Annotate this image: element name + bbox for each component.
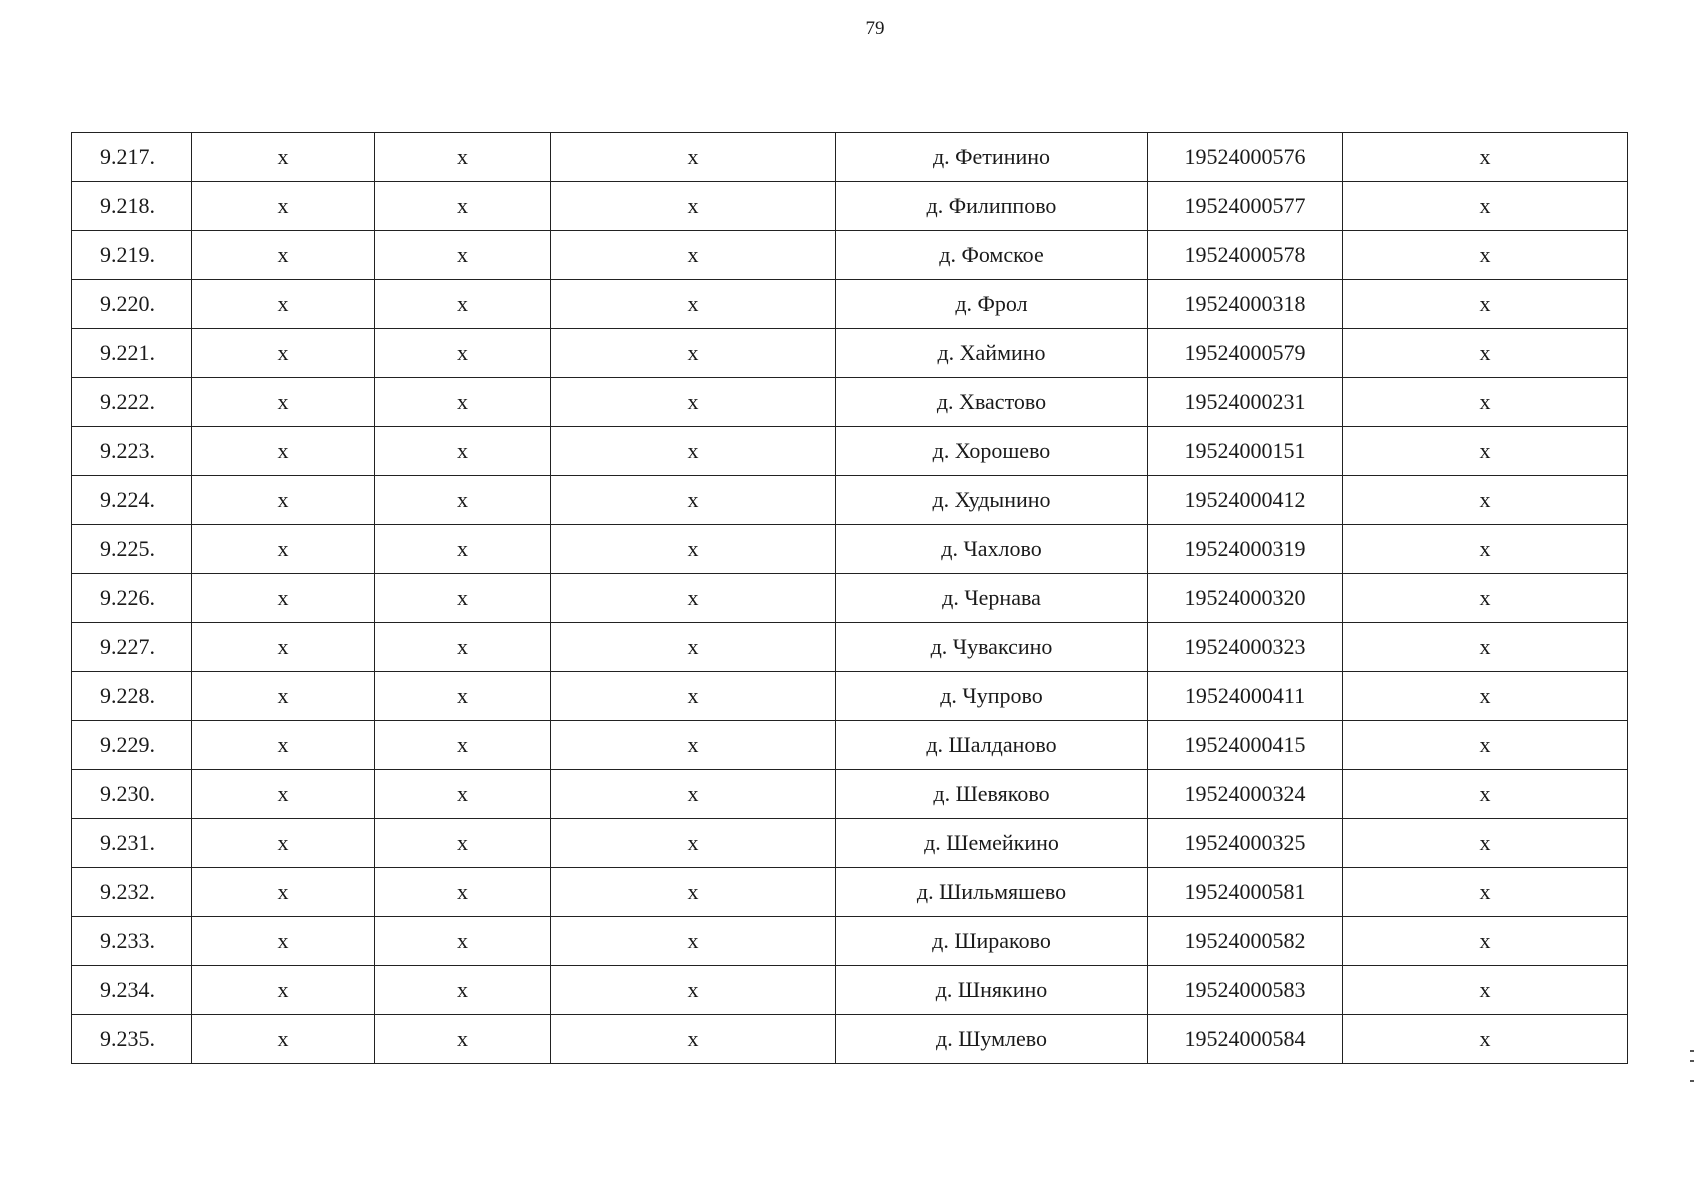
cell-col-2: x bbox=[192, 1015, 375, 1064]
cell-col-3: x bbox=[375, 280, 551, 329]
table-row bbox=[72, 1015, 1628, 1064]
cell-row-number: 9.231. bbox=[72, 819, 192, 868]
cell-col-3: x bbox=[375, 966, 551, 1015]
cell-row-number: 9.232. bbox=[72, 868, 192, 917]
cell-col-4: x bbox=[551, 868, 836, 917]
cell-col-7: x bbox=[1343, 476, 1628, 525]
cell-col-4: x bbox=[551, 182, 836, 231]
cell-oktmo-code: 19524000583 bbox=[1148, 966, 1343, 1015]
cell-row-number: 9.223. bbox=[72, 427, 192, 476]
cell-col-2: x bbox=[192, 378, 375, 427]
cell-settlement-name: д. Филиппово bbox=[836, 182, 1148, 231]
cell-oktmo-code: 19524000581 bbox=[1148, 868, 1343, 917]
cell-col-4: x bbox=[551, 378, 836, 427]
cell-settlement-name: д. Чахлово bbox=[836, 525, 1148, 574]
cell-col-7: x bbox=[1343, 574, 1628, 623]
cell-settlement-name: д. Фомское bbox=[836, 231, 1148, 280]
cell-row-number: 9.229. bbox=[72, 721, 192, 770]
cell-settlement-name: д. Фетинино bbox=[836, 133, 1148, 182]
cell-col-2: x bbox=[192, 770, 375, 819]
cell-row-number: 9.226. bbox=[72, 574, 192, 623]
cell-col-3: x bbox=[375, 231, 551, 280]
cell-col-2: x bbox=[192, 476, 375, 525]
cell-oktmo-code: 19524000325 bbox=[1148, 819, 1343, 868]
cell-oktmo-code: 19524000320 bbox=[1148, 574, 1343, 623]
cell-col-4: x bbox=[551, 917, 836, 966]
cell-row-number: 9.217. bbox=[72, 133, 192, 182]
cell-col-7: x bbox=[1343, 182, 1628, 231]
table-row bbox=[72, 770, 1628, 819]
cell-settlement-name: д. Хорошево bbox=[836, 427, 1148, 476]
cell-col-4: x bbox=[551, 329, 836, 378]
cell-col-2: x bbox=[192, 574, 375, 623]
cell-col-4: x bbox=[551, 427, 836, 476]
cell-col-4: x bbox=[551, 574, 836, 623]
cell-settlement-name: д. Шнякино bbox=[836, 966, 1148, 1015]
cell-col-7: x bbox=[1343, 329, 1628, 378]
cell-col-3: x bbox=[375, 917, 551, 966]
cell-oktmo-code: 19524000324 bbox=[1148, 770, 1343, 819]
table-row bbox=[72, 427, 1628, 476]
cell-settlement-name: д. Шильмяшево bbox=[836, 868, 1148, 917]
cell-row-number: 9.230. bbox=[72, 770, 192, 819]
cell-col-3: x bbox=[375, 574, 551, 623]
cell-col-2: x bbox=[192, 329, 375, 378]
cell-col-7: x bbox=[1343, 868, 1628, 917]
table-row bbox=[72, 133, 1628, 182]
cell-oktmo-code: 19524000319 bbox=[1148, 525, 1343, 574]
cell-col-2: x bbox=[192, 133, 375, 182]
cell-col-2: x bbox=[192, 182, 375, 231]
cell-settlement-name: д. Фрол bbox=[836, 280, 1148, 329]
cell-col-3: x bbox=[375, 672, 551, 721]
cell-oktmo-code: 19524000584 bbox=[1148, 1015, 1343, 1064]
table-row bbox=[72, 574, 1628, 623]
cell-col-4: x bbox=[551, 1015, 836, 1064]
cell-col-4: x bbox=[551, 623, 836, 672]
cell-col-2: x bbox=[192, 672, 375, 721]
cell-oktmo-code: 19524000415 bbox=[1148, 721, 1343, 770]
scan-artifact bbox=[1690, 1060, 1694, 1062]
cell-col-7: x bbox=[1343, 917, 1628, 966]
table-row bbox=[72, 476, 1628, 525]
cell-row-number: 9.224. bbox=[72, 476, 192, 525]
cell-col-7: x bbox=[1343, 966, 1628, 1015]
cell-row-number: 9.227. bbox=[72, 623, 192, 672]
cell-row-number: 9.221. bbox=[72, 329, 192, 378]
cell-col-2: x bbox=[192, 819, 375, 868]
cell-settlement-name: д. Чернава bbox=[836, 574, 1148, 623]
cell-col-3: x bbox=[375, 427, 551, 476]
cell-oktmo-code: 19524000578 bbox=[1148, 231, 1343, 280]
cell-row-number: 9.218. bbox=[72, 182, 192, 231]
cell-col-7: x bbox=[1343, 427, 1628, 476]
cell-settlement-name: д. Шевяково bbox=[836, 770, 1148, 819]
table-row bbox=[72, 966, 1628, 1015]
cell-oktmo-code: 19524000411 bbox=[1148, 672, 1343, 721]
cell-col-4: x bbox=[551, 966, 836, 1015]
cell-col-4: x bbox=[551, 721, 836, 770]
cell-col-7: x bbox=[1343, 525, 1628, 574]
cell-settlement-name: д. Хаймино bbox=[836, 329, 1148, 378]
cell-col-3: x bbox=[375, 1015, 551, 1064]
cell-col-2: x bbox=[192, 231, 375, 280]
cell-col-3: x bbox=[375, 476, 551, 525]
cell-col-2: x bbox=[192, 623, 375, 672]
cell-oktmo-code: 19524000318 bbox=[1148, 280, 1343, 329]
cell-settlement-name: д. Худынино bbox=[836, 476, 1148, 525]
cell-col-4: x bbox=[551, 476, 836, 525]
cell-row-number: 9.219. bbox=[72, 231, 192, 280]
cell-row-number: 9.220. bbox=[72, 280, 192, 329]
table-row bbox=[72, 329, 1628, 378]
scan-artifact bbox=[1690, 1050, 1694, 1052]
cell-col-2: x bbox=[192, 868, 375, 917]
cell-row-number: 9.228. bbox=[72, 672, 192, 721]
table-row bbox=[72, 819, 1628, 868]
cell-col-3: x bbox=[375, 378, 551, 427]
cell-oktmo-code: 19524000412 bbox=[1148, 476, 1343, 525]
cell-oktmo-code: 19524000151 bbox=[1148, 427, 1343, 476]
cell-settlement-name: д. Шумлево bbox=[836, 1015, 1148, 1064]
cell-settlement-name: д. Чупрово bbox=[836, 672, 1148, 721]
cell-col-7: x bbox=[1343, 770, 1628, 819]
table-row bbox=[72, 280, 1628, 329]
cell-col-4: x bbox=[551, 133, 836, 182]
table-row bbox=[72, 623, 1628, 672]
table-row bbox=[72, 231, 1628, 280]
cell-oktmo-code: 19524000579 bbox=[1148, 329, 1343, 378]
cell-settlement-name: д. Шираково bbox=[836, 917, 1148, 966]
cell-col-3: x bbox=[375, 133, 551, 182]
cell-col-7: x bbox=[1343, 623, 1628, 672]
table-row bbox=[72, 378, 1628, 427]
cell-col-3: x bbox=[375, 525, 551, 574]
cell-col-4: x bbox=[551, 525, 836, 574]
cell-col-4: x bbox=[551, 280, 836, 329]
table-row bbox=[72, 917, 1628, 966]
settlements-table bbox=[71, 132, 1628, 1064]
cell-col-3: x bbox=[375, 182, 551, 231]
cell-col-2: x bbox=[192, 280, 375, 329]
cell-col-7: x bbox=[1343, 378, 1628, 427]
cell-col-2: x bbox=[192, 917, 375, 966]
cell-col-2: x bbox=[192, 427, 375, 476]
cell-col-2: x bbox=[192, 525, 375, 574]
cell-col-3: x bbox=[375, 819, 551, 868]
page-number: 79 bbox=[865, 18, 885, 39]
cell-col-4: x bbox=[551, 672, 836, 721]
cell-row-number: 9.222. bbox=[72, 378, 192, 427]
cell-col-7: x bbox=[1343, 280, 1628, 329]
cell-col-7: x bbox=[1343, 721, 1628, 770]
cell-oktmo-code: 19524000582 bbox=[1148, 917, 1343, 966]
cell-settlement-name: д. Шалданово bbox=[836, 721, 1148, 770]
cell-col-7: x bbox=[1343, 819, 1628, 868]
cell-col-7: x bbox=[1343, 231, 1628, 280]
cell-col-3: x bbox=[375, 721, 551, 770]
table-row bbox=[72, 721, 1628, 770]
cell-col-4: x bbox=[551, 231, 836, 280]
cell-col-3: x bbox=[375, 868, 551, 917]
cell-col-4: x bbox=[551, 819, 836, 868]
cell-col-7: x bbox=[1343, 672, 1628, 721]
cell-settlement-name: д. Шемейкино bbox=[836, 819, 1148, 868]
cell-row-number: 9.225. bbox=[72, 525, 192, 574]
cell-settlement-name: д. Хвастово bbox=[836, 378, 1148, 427]
cell-col-2: x bbox=[192, 966, 375, 1015]
table-body bbox=[72, 133, 1628, 1064]
table-row bbox=[72, 525, 1628, 574]
cell-col-3: x bbox=[375, 770, 551, 819]
table-row bbox=[72, 868, 1628, 917]
cell-oktmo-code: 19524000577 bbox=[1148, 182, 1343, 231]
cell-col-4: x bbox=[551, 770, 836, 819]
table-row bbox=[72, 672, 1628, 721]
table-row bbox=[72, 182, 1628, 231]
scan-artifact bbox=[1690, 1080, 1694, 1082]
cell-col-7: x bbox=[1343, 1015, 1628, 1064]
cell-row-number: 9.235. bbox=[72, 1015, 192, 1064]
cell-settlement-name: д. Чуваксино bbox=[836, 623, 1148, 672]
cell-col-3: x bbox=[375, 623, 551, 672]
cell-oktmo-code: 19524000323 bbox=[1148, 623, 1343, 672]
cell-row-number: 9.234. bbox=[72, 966, 192, 1015]
cell-oktmo-code: 19524000576 bbox=[1148, 133, 1343, 182]
cell-row-number: 9.233. bbox=[72, 917, 192, 966]
cell-col-7: x bbox=[1343, 133, 1628, 182]
cell-oktmo-code: 19524000231 bbox=[1148, 378, 1343, 427]
cell-col-2: x bbox=[192, 721, 375, 770]
cell-col-3: x bbox=[375, 329, 551, 378]
